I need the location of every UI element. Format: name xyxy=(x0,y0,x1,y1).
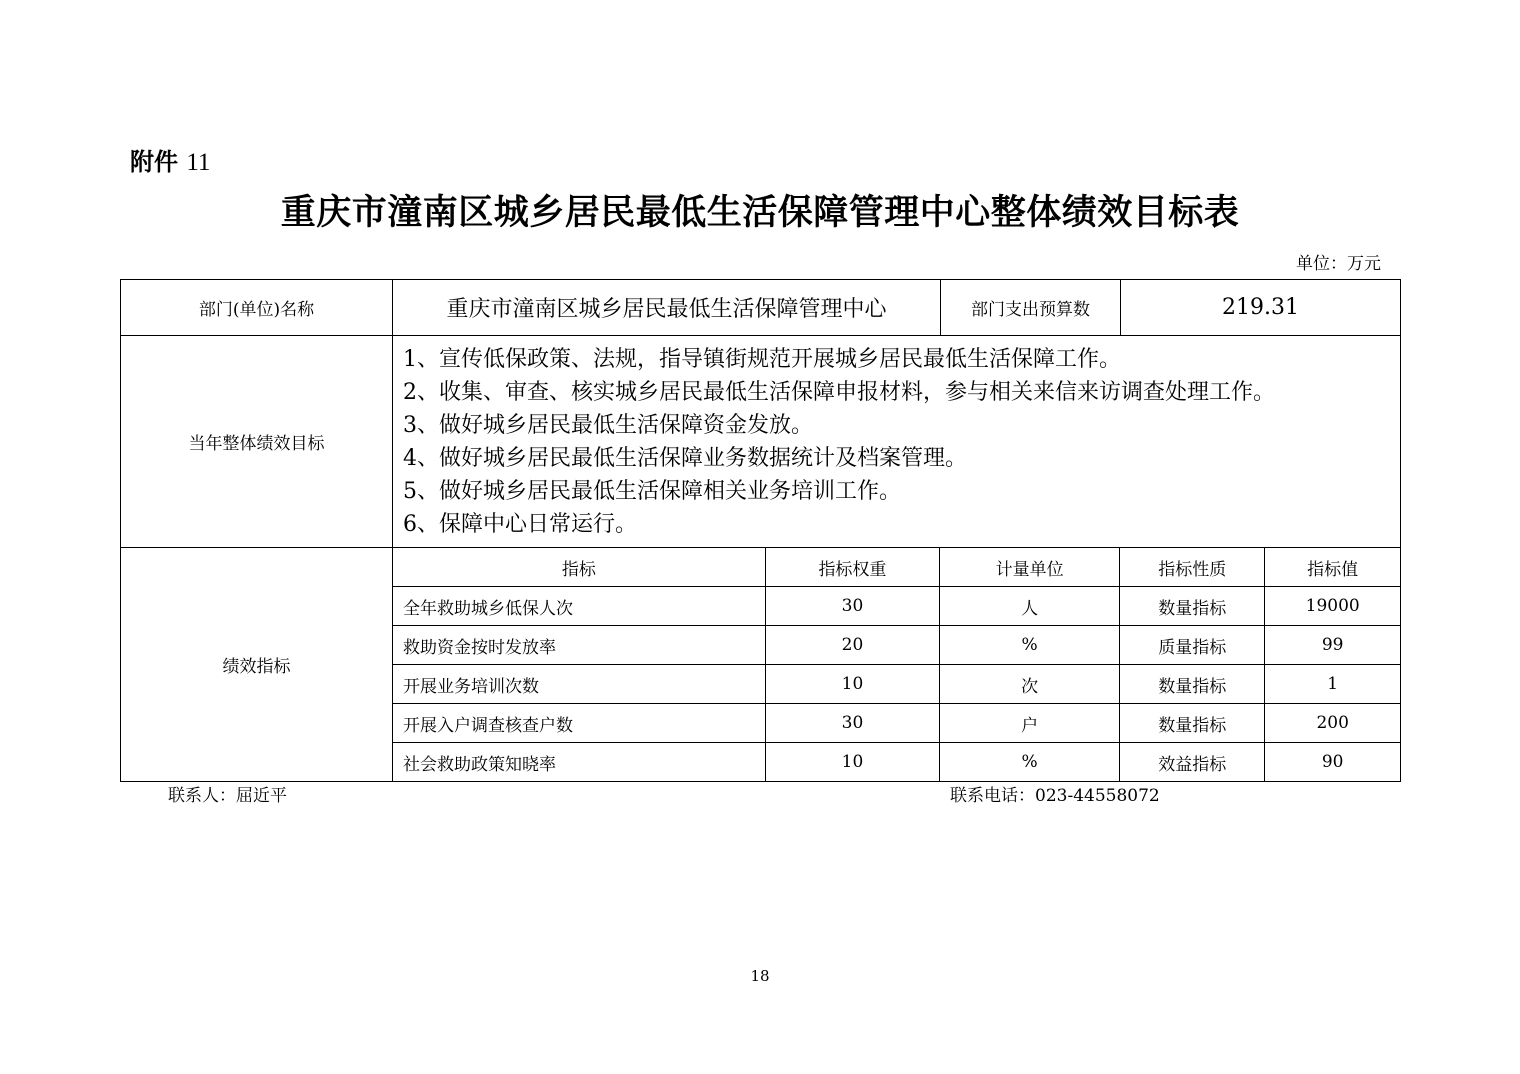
indicator-weight: 20 xyxy=(765,626,939,665)
indicator-weight: 10 xyxy=(765,665,939,704)
dept-name-label: 部门(单位)名称 xyxy=(121,280,393,336)
goal-item: 5、做好城乡居民最低生活保障相关业务培训工作。 xyxy=(403,478,901,504)
contact-phone: 联系电话：023-44558072 xyxy=(950,786,1160,806)
indicator-name: 开展业务培训次数 xyxy=(393,665,765,704)
indicator-nature: 数量指标 xyxy=(1120,704,1265,743)
performance-table xyxy=(120,279,1401,782)
goal-item: 2、收集、审查、核实城乡居民最低生活保障申报材料，参与相关来信来访调查处理工作。 xyxy=(403,379,1276,405)
indicator-value: 1 xyxy=(1265,665,1400,704)
indicator-value: 200 xyxy=(1265,704,1400,743)
dept-name-value: 重庆市潼南区城乡居民最低生活保障管理中心 xyxy=(393,280,941,336)
indicator-unit: 人 xyxy=(940,587,1120,626)
page-number: 18 xyxy=(750,967,770,985)
table-row xyxy=(393,665,1400,704)
table-row xyxy=(393,587,1400,626)
indicator-name: 社会救助政策知晓率 xyxy=(393,743,765,782)
table-row xyxy=(393,743,1400,782)
goals-list xyxy=(393,336,1401,548)
goal-item: 4、做好城乡居民最低生活保障业务数据统计及档案管理。 xyxy=(403,445,967,471)
indicator-weight: 30 xyxy=(765,587,939,626)
indicators-cell xyxy=(393,548,1401,782)
indicators-row xyxy=(121,548,1401,782)
indicator-weight: 10 xyxy=(765,743,939,782)
indicator-value: 99 xyxy=(1265,626,1400,665)
attachment-label xyxy=(130,146,210,179)
indicator-value: 19000 xyxy=(1265,587,1400,626)
contact-person: 联系人：屈近平 xyxy=(168,786,287,806)
header-value: 指标值 xyxy=(1265,548,1400,587)
indicator-unit: % xyxy=(940,743,1120,782)
goal-item: 3、做好城乡居民最低生活保障资金发放。 xyxy=(403,412,813,438)
header-weight: 指标权重 xyxy=(765,548,939,587)
indicator-nature: 效益指标 xyxy=(1120,743,1265,782)
indicators-label: 绩效指标 xyxy=(121,548,393,782)
budget-label: 部门支出预算数 xyxy=(941,280,1121,336)
dept-row xyxy=(121,280,1401,336)
indicator-name: 开展入户调查核查户数 xyxy=(393,704,765,743)
goal-item: 1、宣传低保政策、法规，指导镇街规范开展城乡居民最低生活保障工作。 xyxy=(403,346,1121,372)
page-title: 重庆市潼南区城乡居民最低生活保障管理中心整体绩效目标表 xyxy=(280,192,1240,233)
indicator-nature: 数量指标 xyxy=(1120,587,1265,626)
table-row xyxy=(393,626,1400,665)
indicator-nature: 质量指标 xyxy=(1120,626,1265,665)
indicator-unit: % xyxy=(940,626,1120,665)
indicator-name: 救助资金按时发放率 xyxy=(393,626,765,665)
indicator-weight: 30 xyxy=(765,704,939,743)
unit-note: 单位：万元 xyxy=(1296,254,1381,274)
goal-item: 6、保障中心日常运行。 xyxy=(403,511,637,537)
indicator-nature: 数量指标 xyxy=(1120,665,1265,704)
goals-label: 当年整体绩效目标 xyxy=(121,336,393,548)
indicator-unit: 次 xyxy=(940,665,1120,704)
goals-row xyxy=(121,336,1401,548)
indicators-table xyxy=(393,548,1400,781)
header-nature: 指标性质 xyxy=(1120,548,1265,587)
indicators-header-row xyxy=(393,548,1400,587)
budget-value: 219.31 xyxy=(1121,280,1401,336)
indicator-name: 全年救助城乡低保人次 xyxy=(393,587,765,626)
indicator-value: 90 xyxy=(1321,752,1344,772)
attachment-label-text: 附件 xyxy=(130,148,178,176)
header-indicator: 指标 xyxy=(393,548,765,587)
attachment-number: 11 xyxy=(186,149,211,176)
table-row xyxy=(393,704,1400,743)
indicator-unit: 户 xyxy=(940,704,1120,743)
header-unit: 计量单位 xyxy=(940,548,1120,587)
